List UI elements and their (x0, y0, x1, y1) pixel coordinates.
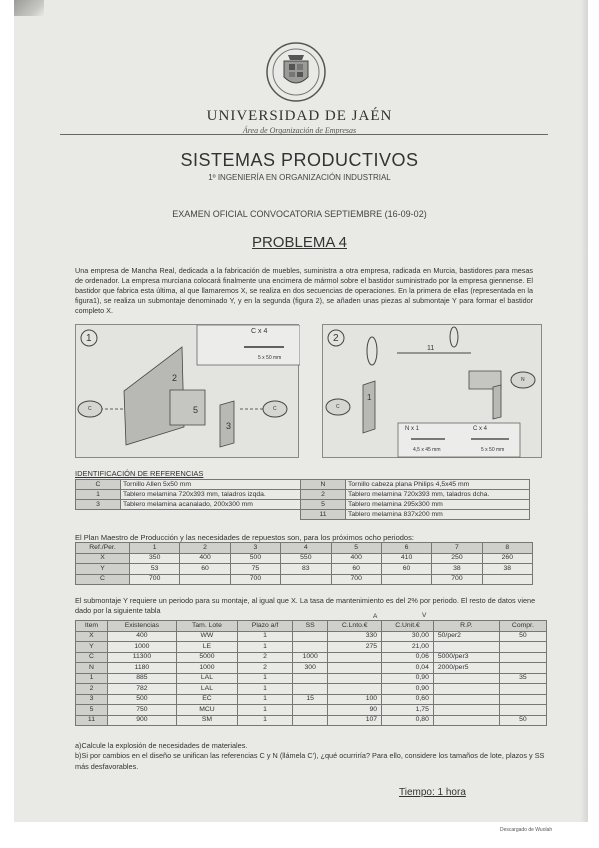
table-cell: 3 (76, 694, 108, 705)
degree-name: 1º INGENIERÍA EN ORGANIZACIÓN INDUSTRIAL (208, 173, 391, 182)
table-cell: 2 (237, 652, 292, 663)
table-cell: 2 (76, 684, 108, 695)
table-cell: 5 (76, 705, 108, 716)
table-cell: 50/per2 (433, 631, 499, 642)
table-cell: LAL (176, 673, 237, 684)
table-cell: 0,06 (382, 652, 434, 663)
figure-1-drawing (76, 325, 300, 459)
problem-title: PROBLEMA 4 (251, 234, 348, 251)
figure-2-part-11: 11 (427, 345, 435, 352)
table-cell: 300 (293, 663, 328, 674)
table-cell: 21,00 (382, 642, 434, 653)
course-title: SISTEMAS PRODUCTIVOS (180, 150, 419, 170)
column-note-a: A (373, 613, 378, 620)
table-cell (433, 673, 499, 684)
problem-statement: Una empresa de Mancha Real, dedicada a la fabricación de muebles, suministra a otra empresa, radicada en Murcia, bastidores para mesas de ordenador. La empresa murciana colocará finalmente una encimera de mármol sobre el bastidor suministrado por la empresa giennense. El bastidor que fabrica esta última, al que llamaremos X, se realiza en dos secuencias de operaciones. En la primera de ellas (representada en la figura1), se realiza un submontaje denominado Y, y en la segunda (figura 2), se añaden unas piezas al submontaje Y para formar el bastidor completo X. (75, 266, 533, 316)
table-cell (293, 715, 328, 726)
table-row: 11 Tablero melamina 837x200 mm (76, 510, 530, 520)
figure-2 (322, 324, 542, 458)
table-row: C Tornillo Allen 5x50 mm N Tornillo cabeza plana Philips 4,5x45 mm (76, 480, 530, 490)
table-cell: LE (176, 642, 237, 653)
table-cell: 500 (107, 694, 176, 705)
table-row (76, 673, 547, 684)
figure-1-screw-label: C x 4 (251, 328, 268, 335)
table-cell: 1,75 (382, 705, 434, 716)
table-cell (293, 684, 328, 695)
table-cell (328, 652, 382, 663)
table-cell: 1 (237, 673, 292, 684)
item-data-table (75, 620, 547, 726)
table-cell (293, 642, 328, 653)
figure-2-marker-right: N (521, 377, 525, 383)
table-cell: 1 (237, 642, 292, 653)
exam-info: EXAMEN OFICIAL CONVOCATORIA SEPTIEMBRE (16-09-02) (172, 209, 427, 219)
header-rule (60, 134, 548, 135)
questions (75, 741, 545, 772)
table-row (76, 684, 547, 695)
table-cell: 1 (237, 684, 292, 695)
figure-2-number: 2 (333, 333, 339, 344)
table-row: X 350 400 500 550 400 410 250 260 (76, 553, 533, 564)
table-cell: 107 (328, 715, 382, 726)
table-cell: 11 (76, 715, 108, 726)
table-cell (328, 684, 382, 695)
table-cell: 5000 (176, 652, 237, 663)
master-production-schedule-table (75, 542, 533, 585)
figure-2-marker-left: C (336, 404, 340, 410)
figure-1-part-2: 2 (172, 373, 178, 383)
figure-1-part-5: 5 (193, 405, 199, 415)
table-cell: 1 (237, 694, 292, 705)
table-cell (328, 663, 382, 674)
table-cell: 1000 (107, 642, 176, 653)
table-cell (499, 705, 546, 716)
references-table (75, 479, 530, 520)
table-cell (499, 694, 546, 705)
figure-1-part-3: 3 (226, 421, 232, 431)
table-cell: 750 (107, 705, 176, 716)
mps-title: El Plan Maestro de Producción y las necesidades de repuestos son, para los próximos ocho periodos: (75, 533, 414, 542)
time-allowed: Tiempo: 1 hora (399, 787, 466, 798)
table-cell: 30,00 (382, 631, 434, 642)
table-cell (293, 673, 328, 684)
university-name: UNIVERSIDAD DE JAÉN (206, 108, 393, 124)
table-cell: 0,04 (382, 663, 434, 674)
table-cell: 11300 (107, 652, 176, 663)
table-cell: WW (176, 631, 237, 642)
table-row: 3 Tablero melamina acanalado, 200x300 mm 5 Tablero melamina 295x300 mm (76, 500, 530, 510)
table-cell: 1 (76, 673, 108, 684)
figure-1-screw-size: 5 x 50 mm (258, 355, 282, 361)
table-cell: N (76, 663, 108, 674)
table-row (76, 642, 547, 653)
table-cell (499, 642, 546, 653)
department-name: Área de Organización de Empresas (242, 126, 357, 135)
table-cell: 900 (107, 715, 176, 726)
folded-corner (14, 0, 44, 16)
table-cell (433, 705, 499, 716)
table-cell: 1 (237, 705, 292, 716)
table-row (76, 715, 547, 726)
question-b: b)Si por cambios en el diseño se unifican las referencias C y N (llámela C'), ¿qué ocurriría? Para ello, considere los tamaños de lote, plazos y SS más desfavorables. (75, 751, 545, 771)
table-cell: C (76, 652, 108, 663)
table-cell (433, 684, 499, 695)
table-cell: LAL (176, 684, 237, 695)
table-cell: 0,90 (382, 684, 434, 695)
table-row: 1 Tablero melamina 720x393 mm, taladros izqda. 2 Tablero melamina 720x393 mm, taladros dcha. (76, 490, 530, 500)
table-cell: 2 (237, 663, 292, 674)
figure-1-number: 1 (86, 333, 92, 344)
table-row (76, 694, 547, 705)
table-row (76, 663, 547, 674)
table-cell: 400 (107, 631, 176, 642)
table-header-row: Ref./Per. 1 2 3 4 5 6 7 8 (76, 543, 533, 554)
table-cell: 0,90 (382, 673, 434, 684)
figure-1-marker-right: C (273, 406, 277, 412)
table-cell: X (76, 631, 108, 642)
table-cell: 885 (107, 673, 176, 684)
table-row (76, 652, 547, 663)
table-cell: EC (176, 694, 237, 705)
table-cell: Y (76, 642, 108, 653)
submontaje-statement: El submontaje Y requiere un periodo para su montaje, al igual que X. La tasa de mantenimiento es del 2% por periodo. El resto de datos viene dado por la siguiente tabla (75, 596, 536, 616)
table-cell (499, 684, 546, 695)
table-cell (433, 694, 499, 705)
table-cell: 0,80 (382, 715, 434, 726)
figure-1 (75, 324, 299, 458)
table-cell (499, 652, 546, 663)
table-cell: 275 (328, 642, 382, 653)
figure-2-n-size: 4,5 x 45 mm (413, 447, 441, 453)
table-cell (433, 715, 499, 726)
university-seal-icon (265, 41, 327, 103)
table-cell (293, 631, 328, 642)
table-cell (433, 642, 499, 653)
figure-2-c-label: C x 4 (473, 426, 488, 432)
table-header-row: Item Existencias Tam. Lote Plazo a/f SS C.Lnto.€ C.Unit.€ R.P. Compr. (76, 621, 547, 632)
table-cell: 50 (499, 715, 546, 726)
table-row: Y 53 60 75 83 60 60 38 38 (76, 564, 533, 575)
question-a: a)Calcule la explosión de necesidades de materiales. (75, 741, 248, 750)
table-cell: 15 (293, 694, 328, 705)
figure-2-c-size: 5 x 50 mm (481, 447, 505, 453)
table-cell: 90 (328, 705, 382, 716)
figure-2-n-label: N x 1 (405, 426, 420, 432)
column-note-v: V (422, 612, 427, 619)
table-cell (293, 705, 328, 716)
table-row (76, 631, 547, 642)
table-cell: 100 (328, 694, 382, 705)
table-row: C 700 700 700 700 (76, 574, 533, 585)
table-cell: 35 (499, 673, 546, 684)
table-cell: MCU (176, 705, 237, 716)
table-cell: 1000 (293, 652, 328, 663)
table-cell: 0,60 (382, 694, 434, 705)
table-cell: SM (176, 715, 237, 726)
table-cell: 50 (499, 631, 546, 642)
references-title: IDENTIFICACIÓN DE REFERENCIAS (75, 469, 204, 478)
table-cell: 330 (328, 631, 382, 642)
figure-1-marker-left: C (88, 406, 92, 412)
table-cell: 5000/per3 (433, 652, 499, 663)
footer-note: Descargado de Wuolah (500, 827, 553, 833)
table-cell: 1000 (176, 663, 237, 674)
figure-2-part-1: 1 (367, 393, 372, 402)
table-row (76, 705, 547, 716)
table-cell (328, 673, 382, 684)
table-cell: 1 (237, 631, 292, 642)
table-cell: 782 (107, 684, 176, 695)
table-cell: 1180 (107, 663, 176, 674)
table-cell: 1 (237, 715, 292, 726)
table-cell: 2000/per5 (433, 663, 499, 674)
table-cell (499, 663, 546, 674)
